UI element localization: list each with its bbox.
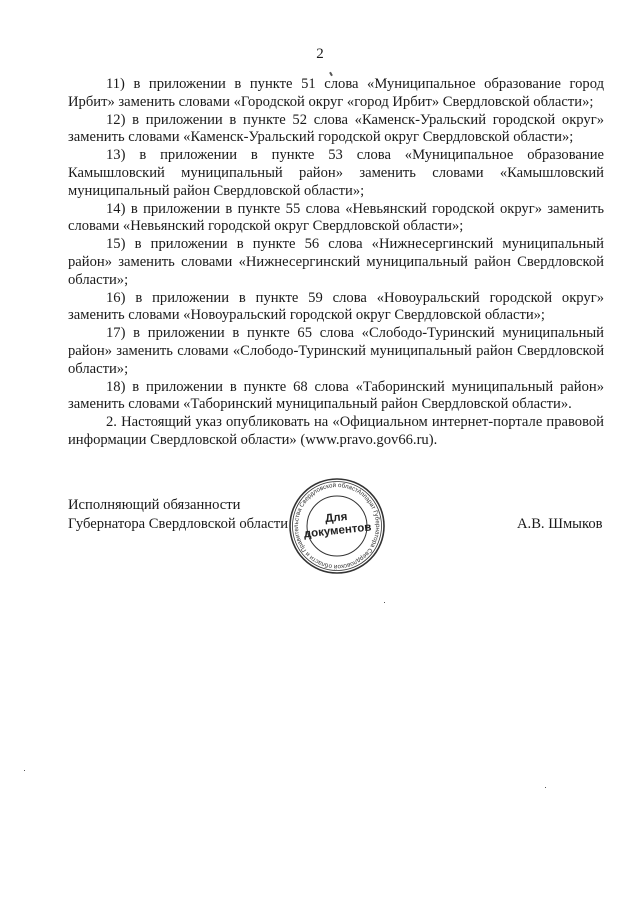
scan-speck	[24, 770, 25, 771]
scan-speck	[384, 602, 385, 603]
paragraph-publish: 2. Настоящий указ опубликовать на «Официальном интернет-портале правовой информации Свердловской области» (www.pravo.gov66.ru).	[68, 414, 604, 448]
signature-name: А.В. Шмыков	[517, 516, 603, 532]
stamp-center-line1: Для	[324, 510, 348, 526]
paragraph-17: 17) в приложении в пункте 65 слова «Слободо-Туринский муниципальный район» заменить словами «Слободо-Туринский муниципальный район Свердловской области»;	[68, 325, 604, 377]
paragraph-16: 16) в приложении в пункте 59 слова «Новоуральский городской округ» заменить словами «Новоуральский городской округ Свердловской области»;	[68, 289, 604, 324]
paragraph-18: 18) в приложении в пункте 68 слова «Таборинский муниципальный район» заменить словами «Таборинский муниципальный район Свердловской области».	[68, 378, 604, 413]
paragraph-15: 15) в приложении в пункте 56 слова «Нижнесергинский муниципальный район» заменить словами «Нижнесергинский муниципальный район Свердловской области»;	[68, 236, 604, 288]
paragraph-11: 11) в приложении в пункте 51 слова «Муниципальное образование город Ирбит» заменить словами «Городской округ «город Ирбит» Свердловской области»;	[68, 76, 604, 110]
paragraph-13: 13) в приложении в пункте 53 слова «Муниципальное образование Камышловский муниципальный район» заменить словами «Камышловский муниципальный район Свердловской области»;	[68, 147, 604, 199]
page-number: 2	[316, 46, 324, 62]
stamp-ring-text: Аппарат Губернатора Свердловской области и Правительства Свердловской области	[292, 481, 382, 571]
stamp-center-line2: документов	[303, 521, 372, 541]
paragraph-14: 14) в приложении в пункте 55 слова «Невьянский городской округ» заменить словами «Невьянский городской округ Свердловской области»;	[68, 200, 604, 235]
document-body	[68, 76, 604, 450]
paragraph-12: 12) в приложении в пункте 52 слова «Каменск-Уральский городской округ» заменить словами «Каменск-Уральский городской округ Свердловской области»;	[68, 111, 604, 146]
signature-position	[68, 496, 288, 534]
signature-position-line1: Исполняющий обязанности	[68, 497, 241, 513]
signature-position-line2: Губернатора Свердловской области	[68, 516, 289, 532]
scan-speck	[545, 787, 546, 788]
official-stamp	[287, 476, 387, 576]
